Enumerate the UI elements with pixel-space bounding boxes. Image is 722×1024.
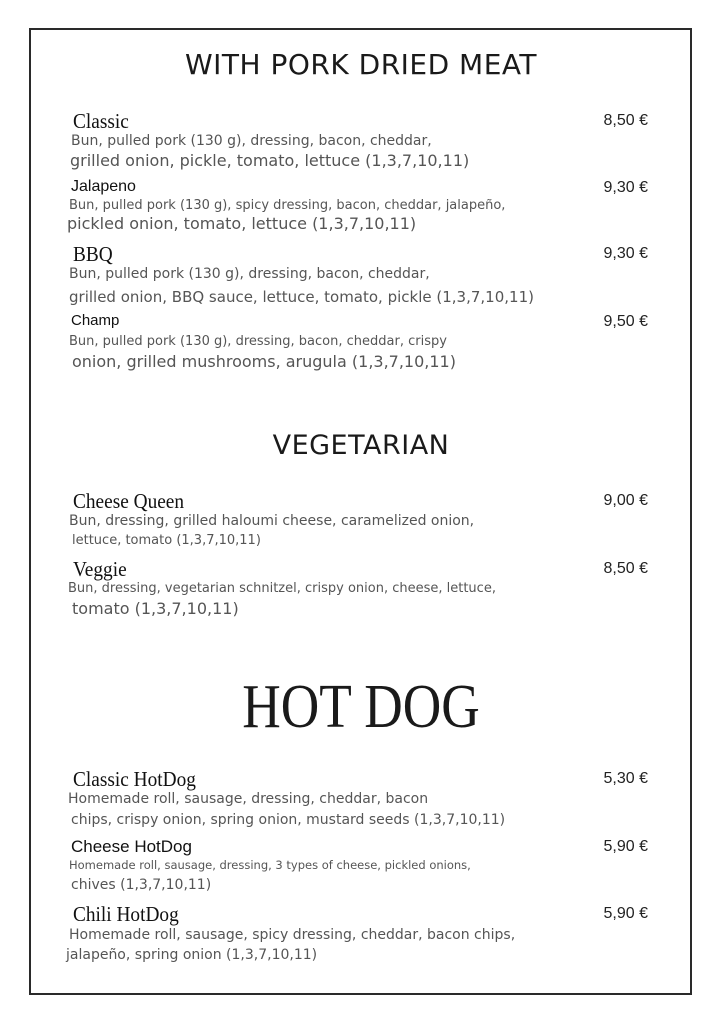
item-description: onion, grilled mushrooms, arugula (1,3,7,10,11) — [72, 352, 456, 371]
menu-item-cheese-queen — [68, 490, 658, 549]
item-description: Bun, pulled pork (130 g), dressing, bacon, cheddar, — [69, 266, 430, 282]
item-description: Homemade roll, sausage, spicy dressing, cheddar, bacon chips, — [69, 927, 516, 943]
item-name: Cheese HotDog — [71, 837, 192, 856]
item-price: 9,30 € — [603, 179, 648, 196]
item-description: Bun, pulled pork (130 g), dressing, bacon, cheddar, — [71, 133, 432, 149]
item-description: lettuce, tomato (1,3,7,10,11) — [72, 533, 261, 548]
section-title-pork: WITH PORK DRIED MEAT — [184, 48, 537, 81]
item-price: 8,50 € — [603, 112, 648, 129]
menu-item-chili-hotdog — [68, 903, 658, 965]
item-price: 8,50 € — [603, 560, 648, 577]
item-name: Classic HotDog — [73, 767, 196, 791]
item-description: Homemade roll, sausage, dressing, cheddar, bacon — [68, 791, 429, 807]
item-description: Bun, dressing, grilled haloumi cheese, caramelized onion, — [69, 513, 475, 529]
item-description: grilled onion, BBQ sauce, lettuce, tomato, pickle (1,3,7,10,11) — [69, 288, 534, 306]
menu-item-veggie — [68, 558, 658, 619]
item-description: Bun, dressing, vegetarian schnitzel, crispy onion, cheese, lettuce, — [68, 581, 496, 596]
item-price: 5,90 € — [603, 838, 648, 855]
item-name: Classic — [73, 109, 129, 133]
item-price: 9,50 € — [603, 313, 648, 330]
item-description: Bun, pulled pork (130 g), dressing, bacon, cheddar, crispy — [69, 334, 447, 349]
item-description: grilled onion, pickle, tomato, lettuce (1,3,7,10,11) — [70, 151, 470, 170]
item-description: Homemade roll, sausage, dressing, 3 types of cheese, pickled onions, — [69, 858, 471, 872]
item-name: Champ — [71, 312, 120, 329]
item-name: Jalapeno — [71, 178, 136, 195]
menu-item-cheese-hotdog — [68, 837, 658, 895]
item-price: 9,00 € — [603, 492, 648, 509]
item-description: Bun, pulled pork (130 g), spicy dressing, bacon, cheddar, jalapeño, — [69, 198, 506, 213]
item-name: Veggie — [73, 557, 127, 581]
item-description: pickled onion, tomato, lettuce (1,3,7,10,11) — [67, 214, 417, 233]
menu-item-bbq — [68, 243, 658, 307]
item-price: 9,30 € — [603, 245, 648, 262]
item-description: tomato (1,3,7,10,11) — [72, 599, 239, 618]
menu-item-classic-hotdog — [68, 768, 658, 830]
section-title-hotdog: HOT DOG — [242, 673, 480, 741]
item-name: BBQ — [73, 242, 113, 266]
item-name: Cheese Queen — [73, 489, 185, 513]
item-price: 5,30 € — [603, 770, 648, 787]
menu-item-jalapeno — [68, 177, 658, 234]
item-description: chives (1,3,7,10,11) — [71, 877, 212, 893]
section-title-vegetarian: VEGETARIAN — [272, 430, 450, 461]
item-name: Chili HotDog — [73, 902, 179, 926]
menu-item-classic — [68, 110, 658, 171]
item-description: jalapeño, spring onion (1,3,7,10,11) — [66, 947, 318, 963]
item-price: 5,90 € — [603, 905, 648, 922]
item-description: chips, crispy onion, spring onion, mustard seeds (1,3,7,10,11) — [71, 812, 506, 828]
menu-item-champ — [68, 311, 658, 372]
